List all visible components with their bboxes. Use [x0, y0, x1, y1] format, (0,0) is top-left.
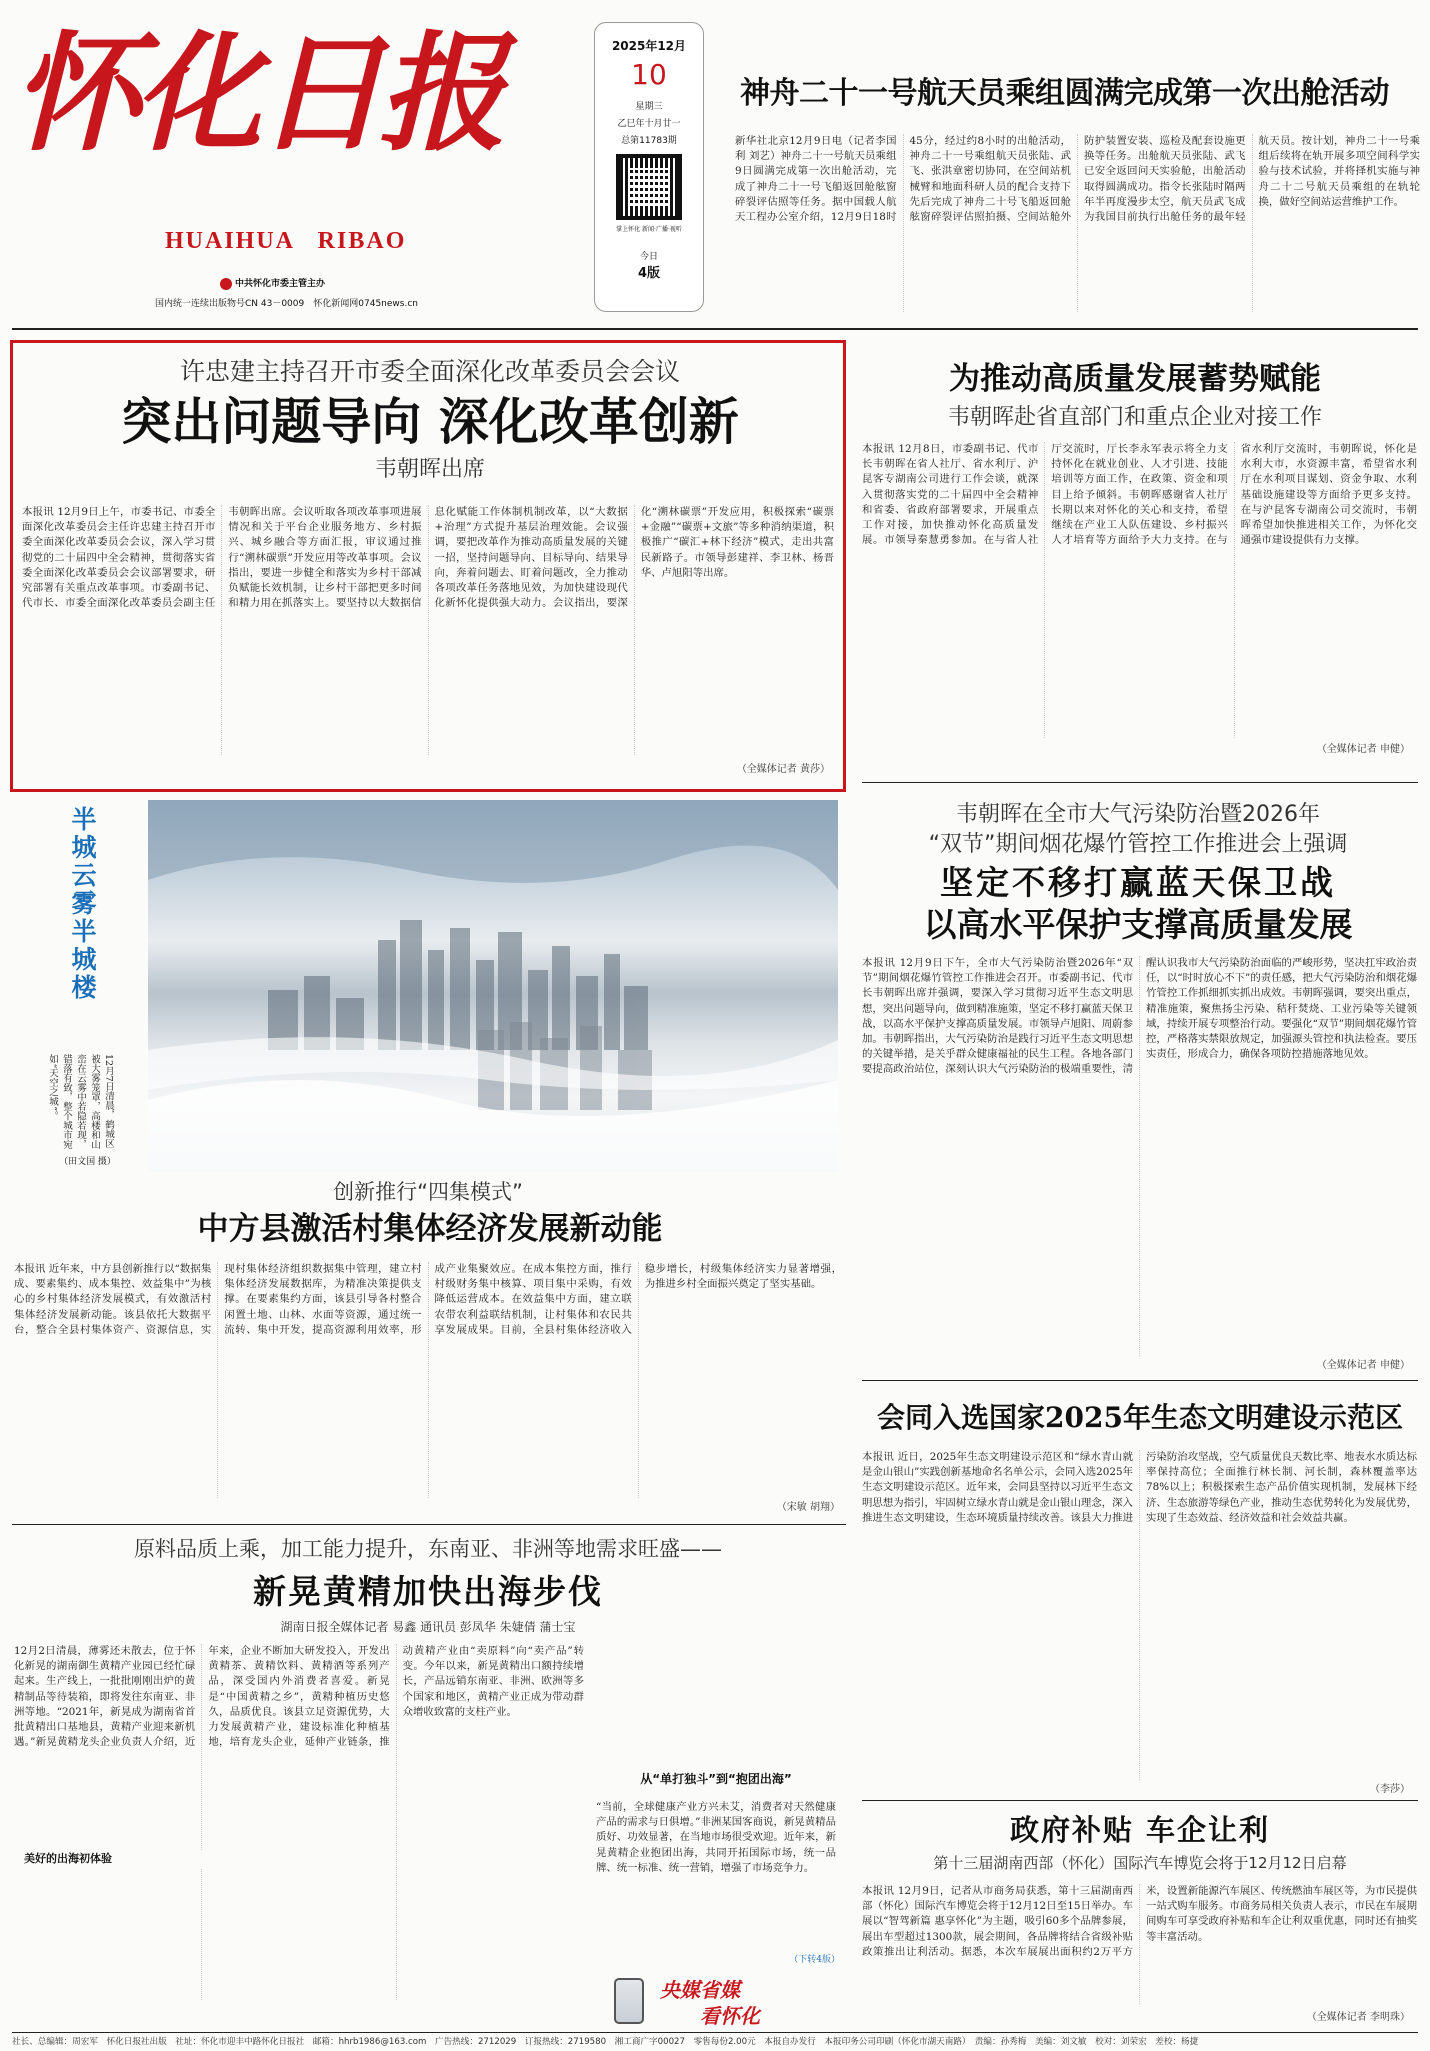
car-story-headline: 政府补贴 车企让利: [1009, 1813, 1271, 1847]
air-story-kicker-2: “双节”期间烟花爆竹管控工作推进会上强调: [928, 832, 1348, 857]
issue-number: 总第11783期: [621, 136, 677, 146]
lead-subhead: 韦朝晖出席: [374, 457, 485, 482]
promo-phone-icon: [614, 1978, 644, 2024]
car-story-byline: （全媒体记者 李明珠）: [1306, 2012, 1410, 2023]
date-box: [594, 22, 704, 312]
air-story-kicker-1: 韦朝晖在全市大气污染防治暨2026年: [956, 802, 1320, 827]
right-story-byline: （全媒体记者 申健）: [1316, 744, 1410, 755]
village-story-headline: 中方县激活村集体经济发展新动能: [197, 1211, 663, 1247]
masthead-logo: [12, 22, 572, 172]
ginger-subhead-1: 美好的出海初体验: [24, 1850, 204, 1868]
publisher: 中共怀化市委主管主办: [235, 279, 326, 289]
publisher-logo-icon: [220, 278, 232, 290]
newspaper-pinyin: HUAIHUA RIBAO: [165, 228, 407, 254]
ginger-story-body: 12月2日清晨，薄雾还未散去，位于怀化新晃的湖南御生黄精产业园已经忙碌起来。生产线上，一批批刚刚出炉的黄精制品等待装箱，即将发往东南亚、非洲等地。“2021年，新晃成为湖南省首批黄精出口基地县，黄精产业迎来新机遇。”新晃黄精龙头企业负责人介绍，近年来，企业不断加大研发投入，开发出黄精茶、黄精饮料、黄精酒等系列产品，深受国内外消费者喜爱。新晃是“中国黄精之乡”，黄精种植历史悠久，品质优良。该县立足资源优势，大力发展黄精产业，建设标准化种植基地，培育龙头企业，延伸产业链条，推动黄精产业由“卖原料”向“卖产品”转变。今年以来，新晃黄精出口额持续增长，产品远销东南亚、非洲、欧洲等多个国家和地区，黄精产业正成为带动群众增收致富的支柱产业。: [14, 1645, 584, 1749]
village-story-body: 本报讯 近年来，中方县创新推行以“数据集成、要素集约、成本集控、效益集中”为核心的乡村集体经济发展模式，有效激活村集体经济发展新动能。该县依托大数据平台，整合全县村集体资产、资源信息，实现村集体经济组织数据集中管理，建立村集体经济发展数据库，为精准决策提供支撑。在要素集约方面，该县引导各村整合闲置土地、山林、水面等资源，通过统一流转、集中开发，提高资源利用效率，形成产业集聚效应。在成本集控方面，推行村级财务集中核算、项目集中采购，有效降低运营成本。在效益集中方面，建立联农带农利益联结机制，让村集体和农民共享发展成果。目前，全县村集体经济收入稳步增长，村级集体经济实力显著增强，为推进乡村全面振兴奠定了坚实基础。: [14, 1263, 842, 1336]
photo-title: 半城云雾半城楼: [68, 806, 97, 1002]
right-story-subhead: 韦朝晖赴省直部门和重点企业对接工作: [947, 405, 1322, 430]
newspaper-name: 怀化日报: [12, 22, 501, 169]
car-story-subhead: 第十三届湖南西部（怀化）国际汽车博览会将于12月12日启幕: [933, 1854, 1347, 1872]
city-fog-photo: [148, 800, 838, 1172]
lead-kicker: 许忠建主持召开市委全面深化改革委员会会议: [179, 357, 680, 386]
top-story-headline: 神舟二十一号航天员乘组圆满完成第一次出舱活动: [740, 76, 1389, 111]
eco-story-headline: 会同入选国家2025年生态文明建设示范区: [877, 1401, 1403, 1434]
serial-number: 国内统一连续出版物号CN 43－0009: [155, 299, 305, 309]
ginger-story-kicker: 原料品质上乘，加工能力提升，东南亚、非洲等地需求旺盛——: [134, 1537, 722, 1561]
right-story-body: 本报讯 12月8日，市委副书记、代市长韦朝晖在省人社厅、省水利厅、沪昆客专湖南公司进行工作会谈，就深入贯彻落实党的二十届四中全会精神和省委、省政府部署要求，开展重点工作对接，加快推动怀化高质量发展。市领导秦慧勇参加。在与省人社厅交流时，厅长李永军表示将全力支持怀化在就业创业、人才引进、技能培训等方面工作，在政策、资金和项目上给予倾斜。韦朝晖感谢省人社厅长期以来对怀化的关心和支持，希望继续在产业工人队伍建设、乡村振兴人才培育等方面给予大力支持。在与省水利厅交流时，韦朝晖说，怀化是水利大市，水资源丰富，希望省水利厅在水利项目谋划、资金争取、水利基础设施建设等方面给予更多支持。在与沪昆客专湖南公司交流时，韦朝晖希望加快推进相关工作，为怀化交通强市建设提供有力支撑。: [862, 443, 1417, 547]
qr-caption: 掌上怀化 新闻·广播·视听: [616, 226, 682, 233]
promo-text-1: 央媒省媒: [660, 1978, 740, 2002]
footer-info: 社长、总编辑：周宏军 怀化日报社出版 社址：怀化市迎丰中路怀化日报社 邮箱：hhrb1986@163.com 广告热线：2712029 订报热线：2719580 湘工商广字00027 零售每份2.00元 本报自办发行 本报印务公司印刷（怀化市湖天南路） 责编：孙秀梅 美编：刘文敏 校对：刘荣宏 差校：杨捷: [12, 2037, 1199, 2047]
promo-banner[interactable]: [600, 1972, 840, 2028]
air-story-headline-2: 以高水平保护支撑高质量发展: [923, 905, 1353, 944]
eco-story-body: 本报讯 近日，2025年生态文明建设示范区和“绿水青山就是金山银山”实践创新基地命名名单公示，会同入选2025年生态文明建设示范区。近年来，会同县坚持以习近平生态文明思想为指引，牢固树立绿水青山就是金山银山理念，深入推进生态文明建设，生态环境质量持续改善。该县大力推进污染防治攻坚战，空气质量优良天数比率、地表水水质达标率保持高位；全面推行林长制、河长制，森林覆盖率达78%以上；积极探索生态产品价值实现机制，发展林下经济、生态旅游等绿色产业，推动生态优势转化为发展优势，实现了生态效益、经济效益和社会效益共赢。: [862, 1451, 1417, 1524]
ginger-story-headline: 新晃黄精加快出海步伐: [253, 1572, 603, 1611]
qr-code: [616, 154, 682, 220]
village-story-kicker: 创新推行“四集模式”: [333, 1180, 523, 1204]
lead-byline: （全媒体记者 黄莎）: [736, 764, 830, 775]
village-story-byline: （宋敏 胡翔）: [776, 1502, 840, 1513]
ginger-story-body-cont: “当前，全球健康产业方兴未艾，消费者对天然健康产品的需求与日俱增。”非洲某国客商说，新晃黄精品质好、功效显著，在当地市场很受欢迎。近年来，新晃黄精企业抱团出海，共同开拓国际市场，统一品牌、统一标准、统一营销，增强了市场竞争力。: [596, 1801, 836, 1874]
ginger-jump: （下转4版）: [789, 1955, 840, 1965]
top-story-body: 新华社北京12月9日电（记者李国利 刘艺）神舟二十一号航天员乘组9日圆满完成第一次出舱活动，完成了神舟二十一号飞船返回舱舷窗碎裂评估照等任务。据中国载人航天工程办公室介绍，12月9日18时45分，经过约8小时的出舱活动，神舟二十一号乘组航天员张陆、武飞、张洪章密切协同，在空间站机械臂和地面科研人员的配合支持下先后完成了神舟二十号飞船返回舱舷窗碎裂评估照拍摄、空间站舱外防护装置安装、巡检及配套设施更换等任务。出舱航天员张陆、武飞已安全返回问天实验舱，出舱活动取得圆满成功。指令长张陆时隔两年半再度漫步太空，航天员武飞成为我国目前执行出舱任务的最年轻航天员。按计划，神舟二十一号乘组后续将在轨开展多项空间科学实验与技术试验，并将择机实施与神舟二十二号航天员乘组的在轨轮换，做好空间站运营维护工作。: [735, 135, 1420, 224]
right-story-headline: 为推动高质量发展蓄势赋能: [949, 361, 1321, 397]
lunar-date: 乙巳年十月廿一: [617, 119, 681, 129]
air-story-headline-1: 坚定不移打赢蓝天保卫战: [940, 863, 1336, 902]
website: 怀化新闻网0745news.cn: [313, 299, 418, 309]
pages-label: 今日: [639, 252, 658, 262]
city-skyline-graphic: [148, 800, 838, 1172]
ginger-subhead-2: 从“单打独斗”到“抱团出海”: [640, 1772, 792, 1786]
photo-credit: （田文国 摄）: [59, 1157, 116, 1166]
lead-headline: 突出问题导向 深化改革创新: [121, 393, 739, 451]
eco-story-byline: （李莎）: [1370, 1784, 1410, 1795]
car-story-body: 本报讯 12月9日，记者从市商务局获悉，第十三届湖南西部（怀化）国际汽车博览会将于12月12日至15日举办。车展以“智驾新篇 惠享怀化”为主题，吸引60多个品牌参展，展出车型超过1300款，展会期间，各品牌将结合省级补贴政策推出让利活动。据悉，本次车展展出面积约2万平方米，设置新能源汽车展区、传统燃油车展区等，为市民提供一站式购车服务。市商务局相关负责人表示，市民在车展期间购车可享受政府补贴和车企让利双重优惠，同时还有抽奖等丰富活动。: [862, 1885, 1417, 1958]
photo-caption: 12月7日清晨，鹤城区被大雾笼罩，高楼和山峦在云雾中若隐若现，错落有致，整个城市宛如“天空之城”。: [47, 1054, 114, 1149]
page-count: 4版: [637, 266, 661, 281]
ginger-story-byline: 湖南日报全媒体记者 易鑫 通讯员 彭凤华 朱婕倩 蒲士宝: [280, 1620, 576, 1634]
photo-caption-box: [40, 806, 135, 1166]
lead-body: 本报讯 12月9日上午，市委书记、市委全面深化改革委员会主任许忠建主持召开市委全面深化改革委员会会议，深入学习贯彻党的二十届四中全会精神，贯彻落实省委全面深化改革委员会会议部署要求，研究部署有关重点改革事项。市委副书记、代市长、市委全面深化改革委员会副主任韦朝晖出席。会议听取各项改革事项进展情况和关于平台企业服务地方、乡村振兴、城乡融合等方面汇报，审议通过推行“溯林碳票”开发应用等改革事项。会议指出，要进一步健全和落实为乡村干部减负赋能长效机制，让乡村干部把更多时间和精力用在抓落实上。要坚持以大数据信息化赋能工作体制机制改革，以“大数据+治理”方式提升基层治理效能。会议强调，要把改革作为推动高质量发展的关键一招，坚持问题导向、目标导向、结果导向，奔着问题去、盯着问题改，全力推动各项改革任务落地见效，为加快建设现代化新怀化提供强大动力。会议指出，要深化“溯林碳票”开发应用，积极探索“碳票+金融”“碳票+文旅”等多种消纳渠道，积极推广“碳汇+林下经济”模式，走出共富民新路子。市领导彭建祥、李卫林、杨晋华、卢旭阳等出席。: [22, 506, 834, 610]
weekday: 星期三: [635, 102, 663, 112]
promo-text-2: 看怀化: [700, 2004, 760, 2028]
day: 10: [631, 58, 667, 91]
air-story-byline: （全媒体记者 申健）: [1316, 1360, 1410, 1371]
air-story-body: 本报讯 12月9日下午，全市大气污染防治暨2026年“双节”期间烟花爆竹管控工作推进会召开。市委副书记、代市长韦朝晖出席并强调，要深入学习贯彻习近平生态文明思想，突出问题导向，做到精准施策，坚定不移打赢蓝天保卫战，以高水平保护支撑高质量发展。市领导卢旭阳、周蔚参加。韦朝晖指出，大气污染防治是践行习近平生态文明思想的关键举措，是关乎群众健康福祉的民生工程。各地各部门要提高政治站位，深刻认识大气污染防治的极端重要性，清醒认识我市大气污染防治面临的严峻形势，坚决扛牢政治责任，以“时时放心不下”的责任感，把大气污染防治和烟花爆竹管控工作抓细抓实抓出成效。韦朝晖强调，要突出重点，精准施策，聚焦扬尘污染、秸秆焚烧、工业污染等关键领域，持续开展专项整治行动。要强化“双节”期间烟花爆竹管控，严格落实禁限放规定，加强源头管控和执法检查。要压实责任，形成合力，确保各项防控措施落地见效。: [862, 957, 1417, 1076]
year-month: 2025年12月: [611, 39, 687, 53]
